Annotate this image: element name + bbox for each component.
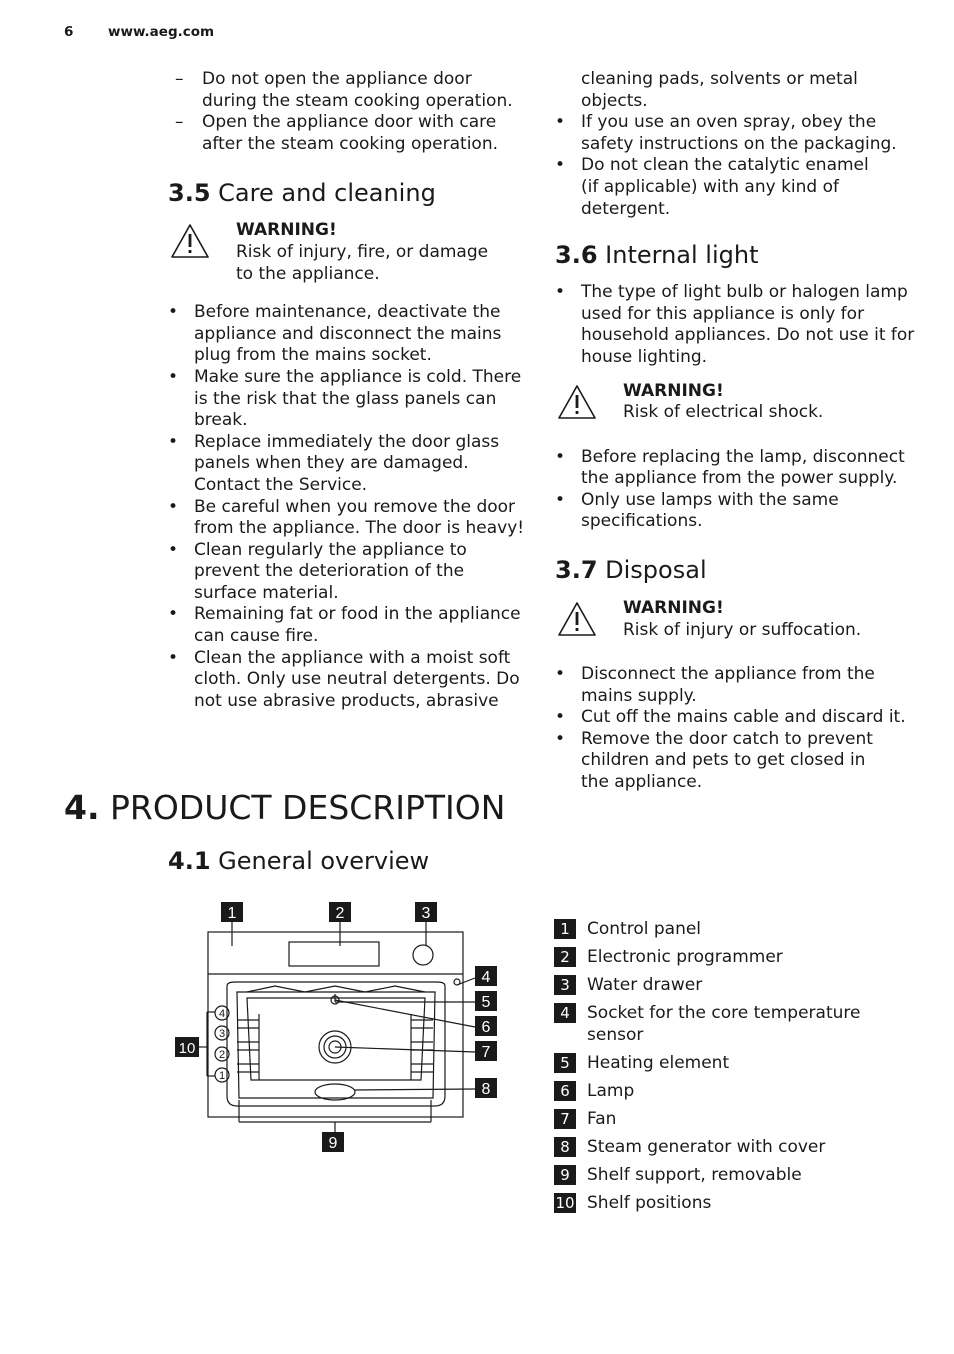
- list-item: • Remaining fat or food in the appliance can cause fire.: [168, 604, 528, 647]
- chapter-4-heading: 4. PRODUCT DESCRIPTION: [64, 788, 506, 827]
- shelf-number: 2: [218, 1049, 226, 1061]
- legend-row: [554, 1164, 877, 1186]
- section-4-1-heading: 4.1 General overview: [168, 847, 430, 875]
- legend-number: 9: [554, 1165, 576, 1185]
- left-column: [168, 69, 528, 712]
- warning-block: [555, 381, 915, 441]
- list-item: • Clean the appliance with a moist soft cloth. Only use neutral detergents. Do not use abrasive products, abrasive: [168, 648, 528, 713]
- legend-row: [554, 1136, 877, 1158]
- water-drawer-knob: [413, 945, 433, 965]
- legend-number: 10: [555, 1194, 575, 1212]
- legend-number: 4: [554, 1003, 576, 1023]
- legend-label: Electronic programmer: [587, 947, 783, 967]
- list-item: • Disconnect the appliance from the mains supply.: [555, 664, 881, 707]
- shelf-number: 4: [218, 1008, 226, 1020]
- list-item: • Remove the door catch to prevent children and pets to get closed in the appliance.: [555, 729, 891, 794]
- list-item: • Before replacing the lamp, disconnect the appliance from the power supply.: [555, 447, 915, 490]
- list-item: • Clean regularly the appliance to prevent the deterioration of the surface material.: [168, 540, 528, 605]
- cleaning-list-continued: [555, 112, 915, 220]
- legend-number: 2: [554, 947, 576, 967]
- list-item: • If you use an oven spray, obey the safety instructions on the packaging.: [555, 112, 915, 155]
- legend-label: Steam generator with cover: [587, 1137, 826, 1157]
- overview-legend: [554, 918, 877, 1220]
- warning-block: [555, 598, 915, 658]
- legend-label: Shelf positions: [587, 1193, 712, 1213]
- warning-text: Risk of injury or suffocation.: [623, 619, 862, 640]
- legend-number: 6: [554, 1081, 576, 1101]
- list-item: • Before maintenance, deactivate the appliance and disconnect the mains plug from the mains socket.: [168, 302, 528, 367]
- programmer-display: [289, 942, 379, 966]
- warning-text: Risk of electrical shock.: [623, 402, 824, 423]
- continuation-text: cleaning pads, solvents or metal objects.: [581, 69, 858, 111]
- legend-row: [554, 918, 877, 940]
- callout-label: 1: [227, 905, 237, 922]
- legend-row: [554, 1108, 877, 1130]
- legend-label: Control panel: [587, 919, 702, 939]
- list-item: • Replace immediately the door glass panels when they are damaged. Contact the Service.: [168, 432, 528, 497]
- legend-number: 5: [554, 1053, 576, 1073]
- legend-label: Heating element: [587, 1053, 730, 1073]
- page-number: 6: [64, 24, 74, 40]
- lamp-list: [555, 447, 915, 533]
- warning-triangle-icon: [557, 601, 597, 637]
- legend-row: [554, 1192, 877, 1214]
- legend-row: [554, 1080, 877, 1102]
- warning-text: Risk of injury, fire, or damage to the appliance.: [236, 241, 489, 284]
- legend-label: Shelf support, removable: [587, 1165, 802, 1185]
- list-item: • Only use lamps with the same specifications.: [555, 490, 841, 533]
- shelf-number: 3: [218, 1028, 226, 1040]
- light-intro-list: [555, 282, 915, 368]
- list-item: • Do not clean the catalytic enamel (if applicable) with any kind of detergent.: [555, 155, 881, 220]
- warning-triangle-icon: [557, 384, 597, 420]
- legend-number: 8: [554, 1137, 576, 1157]
- callout-label: 7: [481, 1044, 491, 1061]
- warning-title: WARNING!: [623, 380, 724, 401]
- care-list: [168, 302, 528, 712]
- page-header: [64, 24, 214, 40]
- list-item: • Make sure the appliance is cold. There is the risk that the glass panels can break.: [168, 367, 528, 432]
- callout-label: 5: [481, 994, 491, 1011]
- callout-label: 2: [335, 905, 345, 922]
- legend-row: [554, 1052, 877, 1074]
- shelf-number: 1: [218, 1070, 226, 1082]
- right-column: [555, 69, 915, 793]
- oven-overview-diagram: [175, 900, 505, 1160]
- legend-number: 3: [554, 975, 576, 995]
- list-item: • The type of light bulb or halogen lamp used for this appliance is only for household appliances. Do not use it for house lighting.: [555, 282, 915, 368]
- section-3-5-heading: 3.5 Care and cleaning: [168, 179, 436, 208]
- section-3-7-heading: 3.7 Disposal: [555, 555, 707, 584]
- legend-row: [554, 946, 877, 968]
- callout-label: 9: [328, 1135, 338, 1152]
- callout-label: 4: [481, 969, 491, 986]
- legend-number: 7: [554, 1109, 576, 1129]
- heating-element: [247, 986, 425, 992]
- disposal-list: [555, 664, 915, 794]
- list-item: • Cut off the mains cable and discard it.: [555, 707, 915, 729]
- legend-label: Socket for the core temperature sensor: [587, 1003, 861, 1045]
- legend-number: 1: [554, 919, 576, 939]
- warning-title: WARNING!: [236, 220, 337, 241]
- list-item: • Be careful when you remove the door from the appliance. The door is heavy!: [168, 497, 528, 540]
- legend-row: [554, 1002, 877, 1046]
- legend-row: [554, 974, 877, 996]
- website-link[interactable]: www.aeg.com: [108, 24, 215, 40]
- section-3-6-heading: 3.6 Internal light: [555, 241, 759, 270]
- list-item: – Do not open the appliance door during the steam cooking operation.: [142, 69, 528, 112]
- callout-label: 8: [481, 1081, 491, 1098]
- callout-label: 10: [178, 1040, 196, 1057]
- legend-label: Fan: [587, 1109, 617, 1129]
- steam-dash-list: [142, 69, 528, 155]
- warning-title: WARNING!: [623, 597, 724, 618]
- warning-triangle-icon: [170, 223, 210, 259]
- legend-label: Water drawer: [587, 975, 703, 995]
- list-item: – Open the appliance door with care after the steam cooking operation.: [142, 112, 528, 155]
- callout-label: 3: [421, 905, 431, 922]
- callout-label: 6: [481, 1019, 491, 1036]
- warning-block: [168, 220, 528, 285]
- legend-label: Lamp: [587, 1081, 635, 1101]
